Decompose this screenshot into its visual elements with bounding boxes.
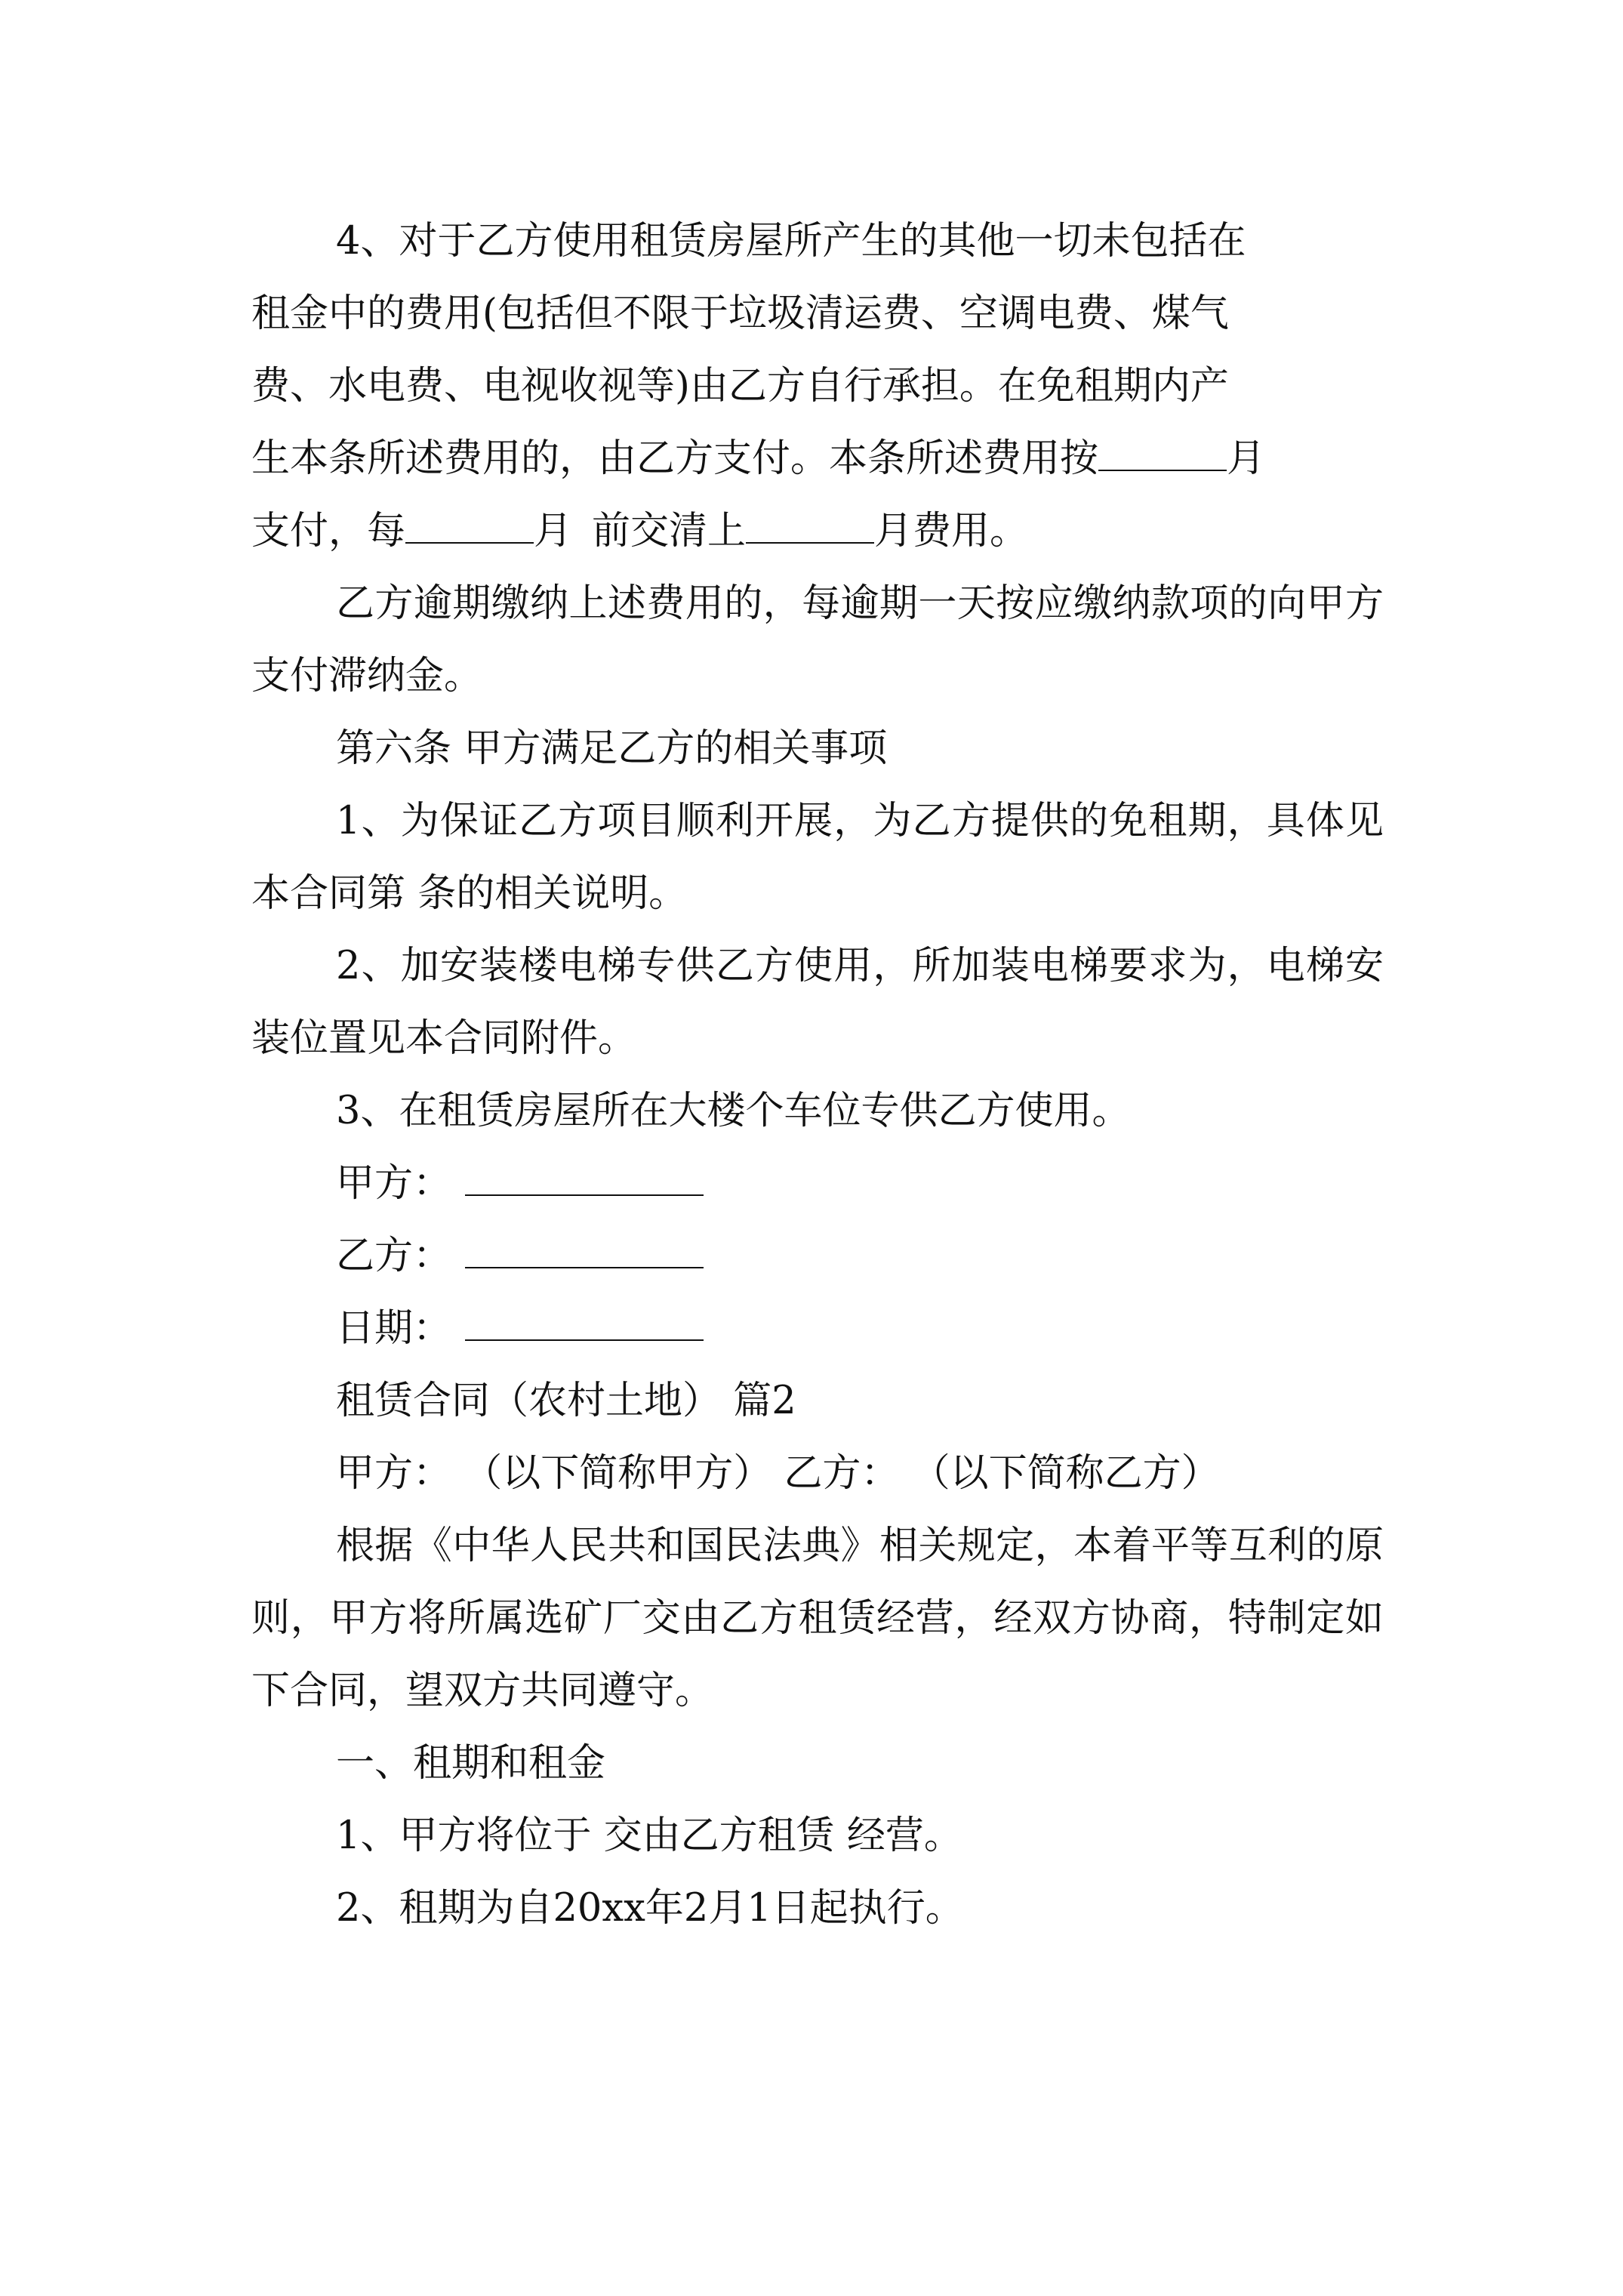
section-1-item-2: 2、租期为自20xx年2月1日起执行。 — [336, 1886, 964, 1931]
article-6-heading: 第六条 甲方满足乙方的相关事项 — [336, 726, 888, 771]
party-b-signature-row — [251, 1220, 1384, 1293]
late-fee-paragraph: 乙方逾期缴纳上述费用的，每逾期一天按应缴纳款项的向甲方支付滞纳金。 — [251, 581, 1384, 698]
party-b-label: 乙方： — [336, 1234, 452, 1278]
clause-4-line-4 — [251, 423, 1384, 495]
clause-4-line-5 — [251, 495, 1384, 568]
payment-period-blank[interactable] — [1098, 439, 1227, 471]
payment-each-blank[interactable] — [405, 512, 534, 544]
contract-2-title: 租赁合同（农村土地） 篇2 — [336, 1379, 796, 1423]
clause-4-line-5-c: 前交清上 — [592, 509, 747, 553]
preamble-paragraph: 根据《中华人民共和国民法典》相关规定，本着平等互利的原则，甲方将所属选矿厂交由乙方租赁经营，经双方协商，特制定如下合同，望双方共同遵守。 — [251, 1524, 1384, 1713]
article-6-item-1: 1、为保证乙方项目顺利开展，为乙方提供的免租期，具体见本合同第 条的相关说明。 — [251, 799, 1384, 916]
clause-4-line-5-a: 支付，每 — [251, 509, 406, 553]
clause-4-line-2: 租金中的费用(包括但不限于垃圾清运费、空调电费、煤气 — [251, 291, 1229, 336]
party-a-label: 甲方： — [336, 1161, 452, 1206]
clause-4-line-4-unit: 月 — [1227, 436, 1266, 481]
clause-4-line-5-b: 月 — [534, 509, 573, 553]
document-body — [251, 205, 1384, 1945]
parties-line: 甲方： （以下简称甲方） 乙方： （以下简称乙方） — [336, 1451, 1220, 1496]
clause-4-line-3: 费、水电费、电视收视等)由乙方自行承担。在免租期内产 — [251, 364, 1229, 408]
clause-4 — [251, 205, 1384, 568]
date-label: 日期： — [336, 1306, 452, 1351]
section-1-item-1: 1、甲方将位于 交由乙方租赁 经营。 — [336, 1814, 962, 1858]
party-b-signature-field[interactable] — [465, 1237, 704, 1268]
date-signature-row — [251, 1293, 1384, 1365]
section-1-heading: 一、租期和租金 — [336, 1741, 606, 1786]
clause-4-line-4-text: 生本条所述费用的，由乙方支付。本条所述费用按 — [251, 436, 1099, 481]
date-field[interactable] — [465, 1309, 704, 1341]
party-a-signature-row — [251, 1148, 1384, 1220]
previous-month-blank[interactable] — [746, 512, 874, 544]
article-6-item-3: 3、在租赁房屋所在大楼个车位专供乙方使用。 — [336, 1089, 1131, 1133]
clause-4-line-1: 4、对于乙方使用租赁房屋所产生的其他一切未包括在 — [336, 219, 1246, 264]
clause-4-line-5-d: 月费用。 — [874, 509, 1029, 553]
article-6-item-2: 2、加安装楼电梯专供乙方使用，所加装电梯要求为，电梯安装位置见本合同附件。 — [251, 944, 1384, 1061]
party-a-signature-field[interactable] — [465, 1164, 704, 1196]
